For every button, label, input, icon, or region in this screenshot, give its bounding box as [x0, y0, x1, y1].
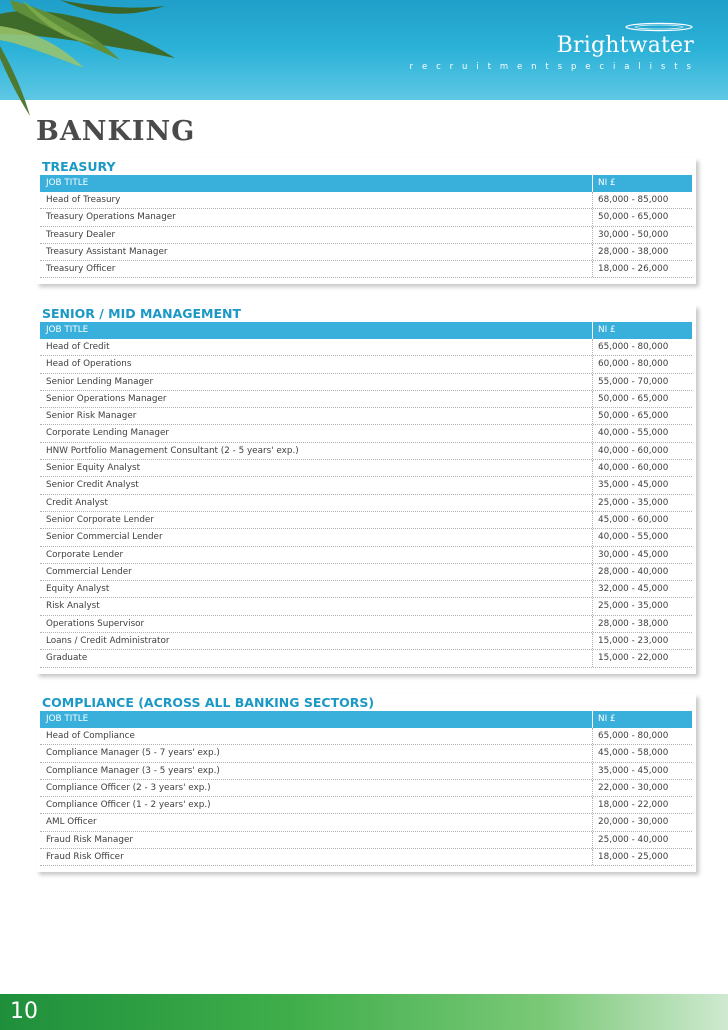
table-row	[40, 780, 692, 797]
section-senior-mid-management	[36, 305, 696, 674]
salary-range: 40,000 - 55,000	[592, 425, 692, 441]
salary-range: 30,000 - 50,000	[592, 227, 692, 243]
salary-range: 50,000 - 65,000	[592, 209, 692, 225]
table-row	[40, 728, 692, 745]
job-title: Fraud Risk Manager	[46, 834, 133, 845]
job-title: Senior Risk Manager	[46, 411, 137, 422]
job-title: Compliance Manager (3 - 5 years' exp.)	[46, 765, 220, 776]
salary-range: 25,000 - 40,000	[592, 832, 692, 848]
table-row	[40, 616, 692, 633]
table-header	[40, 711, 692, 728]
table-row	[40, 374, 692, 391]
job-title: Head of Credit	[46, 342, 110, 352]
job-title: Compliance Officer (2 - 3 years' exp.)	[46, 782, 211, 793]
section-compliance	[36, 694, 696, 872]
table-row	[40, 391, 692, 408]
salary-range: 40,000 - 55,000	[592, 529, 692, 545]
table-row	[40, 633, 692, 650]
job-title: Head of Compliance	[46, 731, 135, 741]
job-title: Senior Lending Manager	[46, 376, 154, 387]
job-title: Senior Equity Analyst	[46, 463, 141, 474]
job-title: Treasury Officer	[46, 264, 116, 275]
salary-range: 20,000 - 30,000	[592, 814, 692, 830]
header-salary: NI £	[592, 711, 692, 728]
salary-range: 28,000 - 40,000	[592, 564, 692, 580]
table-row	[40, 209, 692, 226]
footer-band	[0, 994, 728, 1030]
table-header	[40, 322, 692, 339]
table-row	[40, 460, 692, 477]
salary-range: 40,000 - 60,000	[592, 443, 692, 459]
table-row	[40, 763, 692, 780]
job-title: Commercial Lender	[46, 566, 132, 577]
job-title: Senior Operations Manager	[46, 393, 167, 404]
table-row	[40, 564, 692, 581]
table-row	[40, 581, 692, 598]
section-title: SENIOR / MID MANAGEMENT	[42, 306, 242, 321]
salary-range: 15,000 - 22,000	[592, 650, 692, 666]
job-title: Head of Operations	[46, 359, 132, 370]
salary-range: 28,000 - 38,000	[592, 244, 692, 260]
salary-range: 15,000 - 23,000	[592, 633, 692, 649]
job-title: Operations Supervisor	[46, 618, 145, 629]
salary-range: 68,000 - 85,000	[592, 192, 692, 208]
section-title: COMPLIANCE (ACROSS ALL BANKING SECTORS)	[42, 695, 375, 710]
salary-range: 32,000 - 45,000	[592, 581, 692, 597]
salary-range: 45,000 - 58,000	[592, 745, 692, 761]
salary-range: 60,000 - 80,000	[592, 356, 692, 372]
table-row	[40, 339, 692, 356]
header-salary: NI £	[592, 175, 692, 192]
header-job-title: JOB TITLE	[46, 325, 89, 335]
job-title: Corporate Lender	[46, 549, 124, 560]
job-title: Senior Commercial Lender	[46, 532, 163, 543]
section-title: TREASURY	[42, 159, 116, 174]
table-row	[40, 244, 692, 261]
logo-swoosh-icon	[624, 22, 694, 32]
job-title: Graduate	[46, 653, 88, 664]
job-title: HNW Portfolio Management Consultant (2 - 5 years' exp.)	[46, 445, 299, 456]
salary-range: 45,000 - 60,000	[592, 512, 692, 528]
logo-tagline: r e c r u i t m e n t s p e c i a l i s t s	[409, 62, 694, 72]
salary-range: 35,000 - 45,000	[592, 763, 692, 779]
table-row	[40, 192, 692, 209]
table-row	[40, 495, 692, 512]
table-row	[40, 547, 692, 564]
table-row	[40, 425, 692, 442]
table-row	[40, 797, 692, 814]
table-header	[40, 175, 692, 192]
table-row	[40, 356, 692, 373]
job-title: Loans / Credit Administrator	[46, 636, 170, 647]
job-title: Treasury Operations Manager	[46, 212, 176, 223]
salary-range: 18,000 - 26,000	[592, 261, 692, 277]
salary-range: 55,000 - 70,000	[592, 374, 692, 390]
job-title: Fraud Risk Officer	[46, 852, 124, 863]
job-title: Treasury Assistant Manager	[46, 246, 168, 257]
header-job-title: JOB TITLE	[46, 714, 89, 724]
salary-range: 35,000 - 45,000	[592, 477, 692, 493]
table-row	[40, 512, 692, 529]
header-job-title: JOB TITLE	[46, 178, 89, 188]
salary-range: 25,000 - 35,000	[592, 495, 692, 511]
salary-range: 25,000 - 35,000	[592, 598, 692, 614]
table-row	[40, 477, 692, 494]
job-title: Risk Analyst	[46, 601, 100, 612]
table-row	[40, 832, 692, 849]
table-row	[40, 529, 692, 546]
salary-range: 18,000 - 25,000	[592, 849, 692, 865]
salary-range: 65,000 - 80,000	[592, 339, 692, 355]
page-number: 10	[10, 999, 38, 1024]
table-row	[40, 227, 692, 244]
job-title: Head of Treasury	[46, 195, 121, 205]
table-row	[40, 261, 692, 278]
table-row	[40, 745, 692, 762]
salary-range: 40,000 - 60,000	[592, 460, 692, 476]
table-row	[40, 814, 692, 831]
table-row	[40, 650, 692, 667]
table-row	[40, 598, 692, 615]
salary-range: 30,000 - 45,000	[592, 547, 692, 563]
logo-name: Brightwater	[556, 33, 694, 58]
page-title: BANKING	[36, 116, 196, 147]
job-title: Treasury Dealer	[46, 229, 116, 240]
leaves-decoration-icon	[0, 0, 230, 120]
job-title: Credit Analyst	[46, 497, 108, 508]
salary-range: 50,000 - 65,000	[592, 391, 692, 407]
job-title: Compliance Officer (1 - 2 years' exp.)	[46, 800, 211, 811]
table-row	[40, 443, 692, 460]
job-title: Equity Analyst	[46, 584, 110, 595]
salary-range: 28,000 - 38,000	[592, 616, 692, 632]
salary-range: 50,000 - 65,000	[592, 408, 692, 424]
section-treasury	[36, 158, 696, 284]
header-salary: NI £	[592, 322, 692, 339]
table-row	[40, 849, 692, 866]
brightwater-logo	[410, 22, 694, 72]
salary-range: 65,000 - 80,000	[592, 728, 692, 744]
table-row	[40, 408, 692, 425]
job-title: Corporate Lending Manager	[46, 428, 170, 439]
job-title: Senior Credit Analyst	[46, 480, 139, 491]
job-title: Senior Corporate Lender	[46, 514, 154, 525]
salary-range: 18,000 - 22,000	[592, 797, 692, 813]
job-title: AML Officer	[46, 817, 97, 828]
salary-range: 22,000 - 30,000	[592, 780, 692, 796]
job-title: Compliance Manager (5 - 7 years' exp.)	[46, 748, 220, 759]
